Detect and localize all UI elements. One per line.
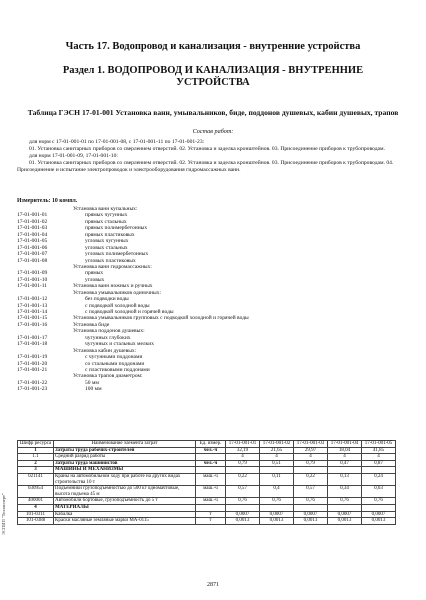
value-cell: 0,76 (362, 498, 396, 505)
norm-code-list (17, 206, 249, 393)
resource-code-cell: 021141 (18, 473, 54, 485)
resource-code-cell: 2 (18, 460, 54, 467)
unit-cell: маш.-ч (196, 473, 226, 485)
table-row (18, 467, 396, 474)
norm-code: 17-01-001-05 (17, 238, 48, 245)
norm-code: 17-01-001-19 (17, 354, 48, 361)
value-cell: 0,87 (362, 460, 396, 467)
side-note: ЭСПИП "Техэксперт" (1, 493, 6, 535)
norm-code: 17-01-001-18 (17, 341, 48, 348)
table-header-cell: 17-01-001-04 (328, 441, 362, 448)
value-cell: 0,79 (294, 460, 328, 467)
norm-code: 17-01-001-01 (17, 212, 48, 219)
norm-code: 17-01-001-17 (17, 334, 48, 341)
measurement-unit: Измеритель: 10 компл. (17, 198, 78, 204)
page-number: 2871 (207, 582, 219, 588)
value-cell (328, 467, 362, 474)
norm-description: Установка поддонов душевых: (73, 328, 145, 335)
norm-description: Установка ванн ножных и ручных (73, 283, 153, 290)
value-cell: 29,97 (294, 447, 328, 454)
unit-cell: т (196, 518, 226, 525)
norm-description: чугунных глубоких (85, 334, 131, 341)
resource-name-cell: Автомобили бортовые, грузоподъемность до 5 т (54, 498, 196, 505)
resource-name-cell: МАТЕРИАЛЫ (54, 504, 196, 511)
norms-range-2: для норм 17-01-001-09, 17-01-001-10: (29, 152, 118, 159)
norm-description: с чугунными поддонами (85, 354, 143, 361)
value-cell (260, 504, 294, 511)
unit-cell: чел.-ч (196, 460, 226, 467)
value-cell: 0,79 (226, 460, 260, 467)
table-row (18, 518, 396, 525)
value-cell: 32,19 (226, 447, 260, 454)
norm-code: 17-01-001-23 (17, 386, 48, 393)
resource-code-cell: 1 (18, 447, 54, 454)
norm-description: со стальными поддонами (85, 360, 145, 367)
value-cell: 0,24 (362, 473, 396, 485)
norm-code: 17-01-001-22 (17, 379, 48, 386)
unit-cell: маш.-ч (196, 486, 226, 498)
norm-description: прямых пластиковых (85, 231, 135, 238)
value-cell: 0,76 (328, 498, 362, 505)
value-cell: 0,0007 (294, 511, 328, 518)
value-cell (362, 504, 396, 511)
value-cell: 4 (328, 454, 362, 461)
resource-name-cell: Затраты труда машинистов (54, 460, 196, 467)
table-row (18, 486, 396, 498)
norm-code: 17-01-001-12 (17, 296, 48, 303)
resource-name-cell: Кабалка (54, 511, 196, 518)
table-header-cell: 17-01-001-03 (294, 441, 328, 448)
value-cell (328, 504, 362, 511)
resource-name-cell: Подъемники грузоподъемностью до 500 кг одномачтовые, высота подъема 45 м (54, 486, 196, 498)
value-cell: 0,0007 (362, 511, 396, 518)
value-cell: 0,57 (294, 486, 328, 498)
resource-name-cell: Затраты труда рабочих-строителей (54, 447, 196, 454)
value-cell: 4 (260, 454, 294, 461)
section-heading: Раздел 1. ВОДОПРОВОД И КАНАЛИЗАЦИЯ - ВНУТРЕННИЕ УСТРОЙСТВА (62, 65, 364, 88)
table-header-cell: 17-01-001-01 (226, 441, 260, 448)
norm-code: 17-01-001-04 (17, 231, 48, 238)
resource-table (17, 440, 396, 525)
value-cell (226, 467, 260, 474)
norm-description: угловых пластиковых (85, 257, 136, 264)
value-cell: 0,0013 (226, 518, 260, 525)
value-cell: 0,0013 (260, 518, 294, 525)
norm-description: прямых (85, 270, 104, 277)
table-header-cell: 17-01-001-02 (260, 441, 294, 448)
norm-description: без подводки воды (85, 296, 129, 303)
table-header-cell: 17-01-001-05 (362, 441, 396, 448)
unit-cell: чел.-ч (196, 447, 226, 454)
norm-description: прямых чугунных (85, 212, 128, 219)
value-cell: 0,0013 (362, 518, 396, 525)
value-cell: 0,57 (226, 486, 260, 498)
value-cell: 0,0013 (328, 518, 362, 525)
norm-code: 17-01-001-21 (17, 366, 48, 373)
norm-code: 17-01-001-03 (17, 225, 48, 232)
norm-code: 17-01-001-07 (17, 251, 48, 258)
norm-description: с пластиковыми поддонами (85, 366, 150, 373)
work-composition (17, 139, 409, 174)
value-cell: 0,0007 (328, 511, 362, 518)
value-cell (294, 504, 328, 511)
work-composition-label: Состав работ: (192, 128, 234, 135)
unit-cell (196, 454, 226, 461)
value-cell: 0,76 (260, 498, 294, 505)
value-cell: 0,0007 (260, 511, 294, 518)
resource-code-cell: 030954 (18, 486, 54, 498)
value-cell: 4 (226, 454, 260, 461)
resource-name-cell: Краски масляные земляные марки МА-0115 (54, 518, 196, 525)
value-cell: 0,34 (328, 486, 362, 498)
norm-description: с подводкой холодной воды (85, 302, 150, 309)
resource-code-cell: 3 (18, 467, 54, 474)
value-cell: 0,76 (294, 498, 328, 505)
value-cell: 0,4 (260, 486, 294, 498)
norm-description: Установка ванн купальных: (73, 206, 138, 212)
norm-description: прямых полимербетонных (85, 225, 148, 232)
value-cell: 0,51 (260, 460, 294, 467)
table-header-cell: Шифр ресурса (18, 441, 54, 448)
norm-description: 50 мм (85, 379, 99, 386)
norm-description: Установка кабин душевых: (73, 347, 137, 354)
unit-cell (196, 467, 226, 474)
table-row (18, 460, 396, 467)
norm-description: Установка ванн гидромассажных: (73, 263, 152, 270)
value-cell: 0,22 (226, 473, 260, 485)
value-cell: 4 (362, 454, 396, 461)
table-row (18, 498, 396, 505)
value-cell: 0,11 (260, 473, 294, 485)
norm-code: 17-01-001-10 (17, 276, 48, 283)
norm-description: Установка биде (73, 321, 110, 328)
norm-description: с подводкой холодной и горячей воды (85, 309, 174, 315)
norms-text-2: 01. Установка санитарных приборов со сверлением отверстий. 02. Установка и заделка кронштейнов. 03. Присоединение приборов к трубопроводам. 04. Присоединение и испытание электропроводок и электрооборудования гидромассажных ванн. (17, 159, 394, 173)
value-cell: 21,65 (260, 447, 294, 454)
table-row (18, 473, 396, 485)
table-header-cell: Ед. измер. (196, 441, 226, 448)
value-cell: 0,0013 (294, 518, 328, 525)
value-cell: 0,22 (294, 473, 328, 485)
value-cell (294, 467, 328, 474)
value-cell: 41,85 (362, 447, 396, 454)
norm-description: угловых стальных (85, 244, 128, 251)
resource-code-cell: 101-0388 (18, 518, 54, 525)
norm-code: 17-01-001-11 (17, 283, 48, 290)
norm-code: 17-01-001-20 (17, 360, 48, 367)
norm-code: 17-01-001-14 (17, 309, 48, 315)
table-header-cell: Наименование элемента затрат (54, 441, 196, 448)
value-cell (362, 467, 396, 474)
value-cell: 0,63 (362, 486, 396, 498)
value-cell: 4 (294, 454, 328, 461)
value-cell: 18,04 (328, 447, 362, 454)
norm-description: прямых стальных (85, 218, 127, 225)
norms-text-1: 01. Установка санитарных приборов со сверлением отверстий. 02. Установка и заделка кронштейнов. 03. Присоединение приборов к трубопроводам. (29, 145, 385, 152)
table-row (18, 454, 396, 461)
table-row (18, 447, 396, 454)
norm-code: 17-01-001-02 (17, 218, 48, 225)
resource-code-cell: 4 (18, 504, 54, 511)
norm-code: 17-01-001-08 (17, 257, 48, 264)
part-heading: Часть 17. Водопровод и канализация - внутренние устройства (65, 41, 361, 52)
table-heading: Таблица ГЭСН 17-01-001 Установка ванн, умывальников, биде, поддонов душевых, кабин душевых, трапов (27, 108, 399, 117)
norm-description: угловых (85, 276, 105, 283)
value-cell (226, 504, 260, 511)
value-cell: 0,13 (328, 473, 362, 485)
table-header-row (18, 441, 396, 448)
norm-code: 17-01-001-13 (17, 302, 48, 309)
value-cell: 0,0007 (226, 511, 260, 518)
norm-description: угловых чугунных (85, 238, 129, 245)
norm-description: Установка трапов диаметром: (73, 373, 143, 380)
norm-code-row (17, 386, 249, 392)
resource-name-cell: Краны на автомобильном ходу при работе на других видах строительства 10 т (54, 473, 196, 485)
norm-code: 17-01-001-15 (17, 315, 48, 322)
norm-code: 17-01-001-16 (17, 321, 48, 328)
table-body (18, 447, 396, 524)
norm-description: Установка умывальников групповых с подводкой холодной и горячей воды (73, 315, 249, 322)
table-row (18, 504, 396, 511)
resource-name-cell: Средний разряд работы (54, 454, 196, 461)
resource-code-cell: 101-0311 (18, 511, 54, 518)
resource-code-cell: 400001 (18, 498, 54, 505)
norm-code: 17-01-001-06 (17, 244, 48, 251)
unit-cell: маш.-ч (196, 498, 226, 505)
unit-cell: т (196, 511, 226, 518)
resource-code-cell: 1.1 (18, 454, 54, 461)
value-cell (260, 467, 294, 474)
norm-description: угловых полимербетонных (85, 251, 149, 258)
norm-description: 100 мм (85, 386, 102, 393)
unit-cell (196, 504, 226, 511)
value-cell: 0,47 (328, 460, 362, 467)
table-row (18, 511, 396, 518)
norm-description: чугунных и стальных мелких (85, 341, 154, 348)
value-cell: 0,76 (226, 498, 260, 505)
norms-range-1: для норм с 17-01-001-01 по 17-01-001-08, с 17-01-001-11 по 17-01-001-23: (29, 139, 205, 145)
norm-description: Установка умывальников одиночных: (73, 289, 161, 296)
norm-code: 17-01-001-09 (17, 270, 48, 277)
resource-name-cell: МАШИНЫ И МЕХАНИЗМЫ (54, 467, 196, 474)
